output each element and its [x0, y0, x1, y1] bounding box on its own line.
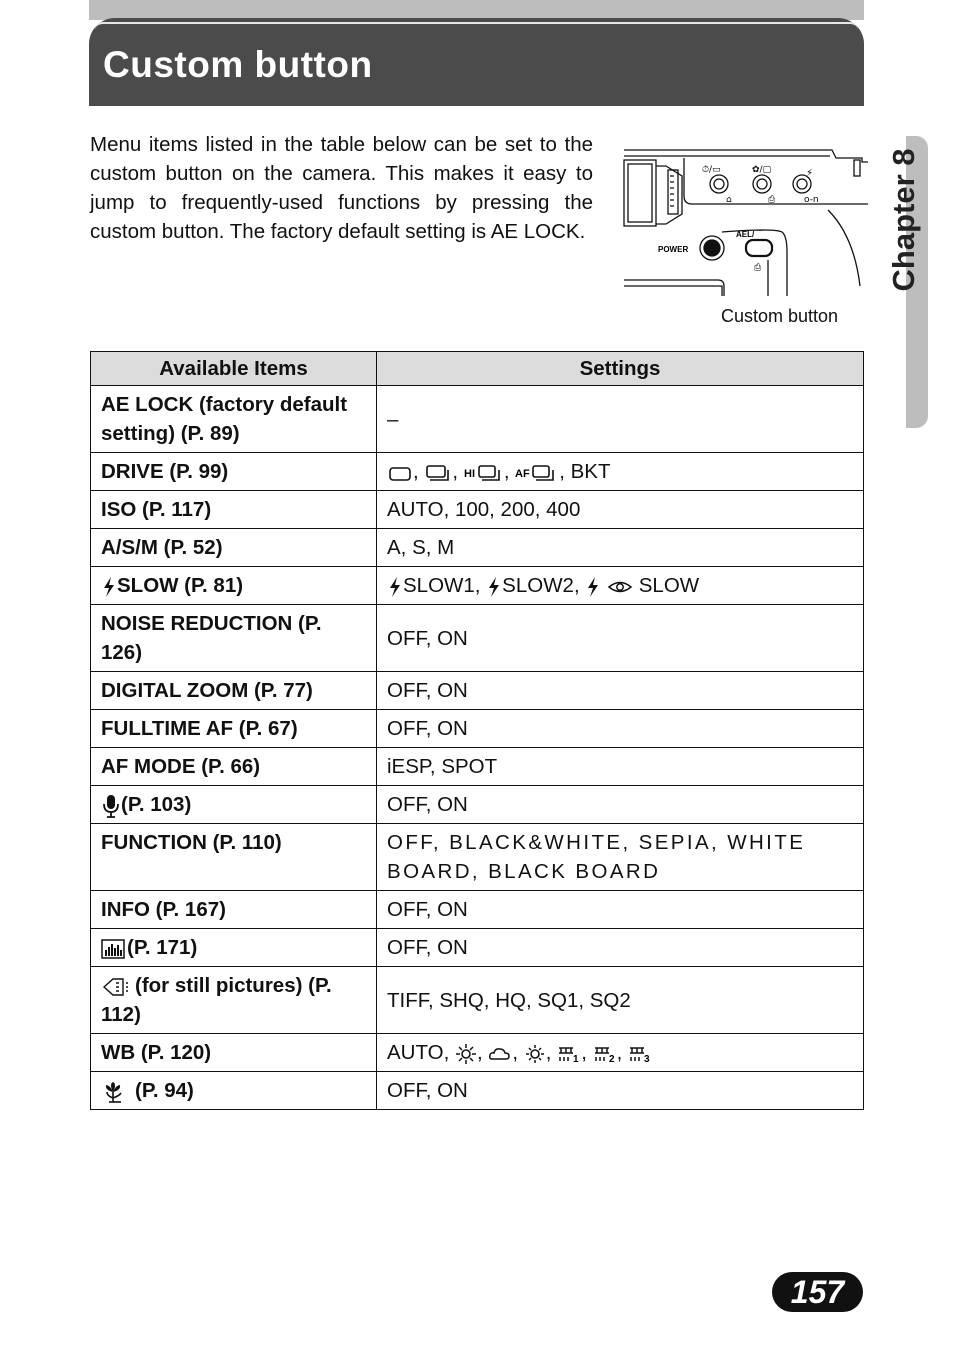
settings-cell: iESP, SPOT: [377, 748, 864, 786]
settings-cell: OFF, ON: [377, 1072, 864, 1110]
item-cell: (P. 94): [91, 1072, 377, 1110]
custom-button-caption: Custom button: [721, 306, 839, 326]
chapter-label: Chapter 8: [886, 148, 921, 292]
settings-cell: OFF, ON: [377, 605, 864, 672]
sunny-icon: [455, 1043, 477, 1065]
selftimer-remote-icon: ⏱/▭: [702, 165, 721, 175]
svg-text:1: 1: [573, 1053, 579, 1065]
header-highlight-line: [95, 22, 858, 30]
macro-icon: [101, 1080, 135, 1104]
item-cell: SLOW (P. 81): [91, 567, 377, 605]
header-settings: Settings: [377, 352, 864, 386]
item-cell: DRIVE (P. 99): [91, 453, 377, 491]
item-cell: (P. 171): [91, 929, 377, 967]
microphone-icon: [101, 794, 121, 818]
camera-illustration: [622, 136, 868, 296]
protect-icon: o-n: [804, 195, 819, 205]
flash-icon: [585, 576, 601, 598]
erase-icon: ⌂: [726, 195, 732, 205]
settings-cell: AUTO, , , , 1 , 2 , 3: [377, 1034, 864, 1072]
table-row: [91, 748, 864, 786]
table-row: [91, 967, 864, 1034]
flash-icon: [387, 576, 403, 598]
table-row: [91, 605, 864, 672]
settings-cell: AUTO, 100, 200, 400: [377, 491, 864, 529]
item-cell: AE LOCK (factory default setting) (P. 89): [91, 386, 377, 453]
item-cell: NOISE REDUCTION (P. 126): [91, 605, 377, 672]
settings-cell: , , HI , AF , BKT: [377, 453, 864, 491]
item-cell: DIGITAL ZOOM (P. 77): [91, 672, 377, 710]
item-cell: AF MODE (P. 66): [91, 748, 377, 786]
power-label: POWER: [658, 245, 689, 254]
settings-cell: OFF, ON: [377, 710, 864, 748]
table-row: [91, 1034, 864, 1072]
macro-spot-icon: ✿/▢: [752, 165, 772, 175]
settings-cell: OFF, ON: [377, 786, 864, 824]
table-row: [91, 786, 864, 824]
settings-cell: A, S, M: [377, 529, 864, 567]
custom-button-table: [90, 351, 864, 1110]
fluorescent-1-icon: [557, 1043, 581, 1065]
table-row: [91, 1072, 864, 1110]
flash-mode-icon: ⚡: [806, 168, 814, 179]
tungsten-icon: [524, 1043, 546, 1065]
item-cell: A/S/M (P. 52): [91, 529, 377, 567]
intro-paragraph: Menu items listed in the table below can be set to the custom button on the camera. This makes it easy to jump to frequently-used functions by pressing the custom button. The factory default setting is AE LOCK.: [90, 133, 593, 243]
hi-sequential-icon: [464, 463, 504, 483]
table-row: [91, 529, 864, 567]
item-cell: INFO (P. 167): [91, 891, 377, 929]
item-cell: WB (P. 120): [91, 1034, 377, 1072]
svg-text:AF: AF: [515, 467, 530, 480]
svg-text:3: 3: [644, 1053, 650, 1065]
table-row: [91, 929, 864, 967]
flash-icon: [101, 576, 117, 598]
ael-label: AEL/: [736, 230, 755, 239]
table-row: [91, 824, 864, 891]
svg-text:HI: HI: [463, 467, 475, 480]
table-row: [91, 891, 864, 929]
settings-cell: OFF, ON: [377, 891, 864, 929]
table-row: [91, 567, 864, 605]
header-available-items: Available Items: [91, 352, 377, 386]
histogram-icon: [101, 938, 127, 960]
settings-cell: SLOW1, SLOW2, SLOW: [377, 567, 864, 605]
settings-cell: OFF, ON: [377, 672, 864, 710]
table-row: [91, 672, 864, 710]
record-mode-icon: [101, 976, 135, 998]
settings-cell: –: [377, 386, 864, 453]
page-title: Custom button: [103, 44, 373, 85]
settings-cell: TIFF, SHQ, HQ, SQ1, SQ2: [377, 967, 864, 1034]
page-number: 157: [772, 1272, 863, 1312]
fluorescent-3-icon: [628, 1043, 652, 1065]
table-header-row: [91, 352, 864, 386]
settings-cell: OFF, ON: [377, 929, 864, 967]
flash-icon: [486, 576, 502, 598]
sequential-icon: [424, 463, 452, 483]
red-eye-icon: [607, 577, 633, 597]
item-cell: (P. 103): [91, 786, 377, 824]
svg-text:2: 2: [608, 1053, 615, 1065]
single-frame-icon: [387, 463, 413, 483]
item-cell: (for still pictures) (P. 112): [91, 967, 377, 1034]
cloudy-icon: [488, 1043, 512, 1065]
table-row: [91, 710, 864, 748]
fluorescent-2-icon: [593, 1043, 617, 1065]
table-row: [91, 453, 864, 491]
settings-cell: OFF, BLACK&WHITE, SEPIA, WHITE BOARD, BLACK BOARD: [377, 824, 864, 891]
custom-print-icon: ⎙: [754, 263, 762, 273]
item-cell: FULLTIME AF (P. 67): [91, 710, 377, 748]
table-row: [91, 491, 864, 529]
item-cell: FUNCTION (P. 110): [91, 824, 377, 891]
page-header: [89, 18, 864, 106]
item-cell: ISO (P. 117): [91, 491, 377, 529]
af-sequential-icon: [515, 463, 559, 483]
table-row: [91, 386, 864, 453]
print-icon: ⎙: [768, 195, 776, 205]
header-top-strip: [89, 0, 864, 20]
